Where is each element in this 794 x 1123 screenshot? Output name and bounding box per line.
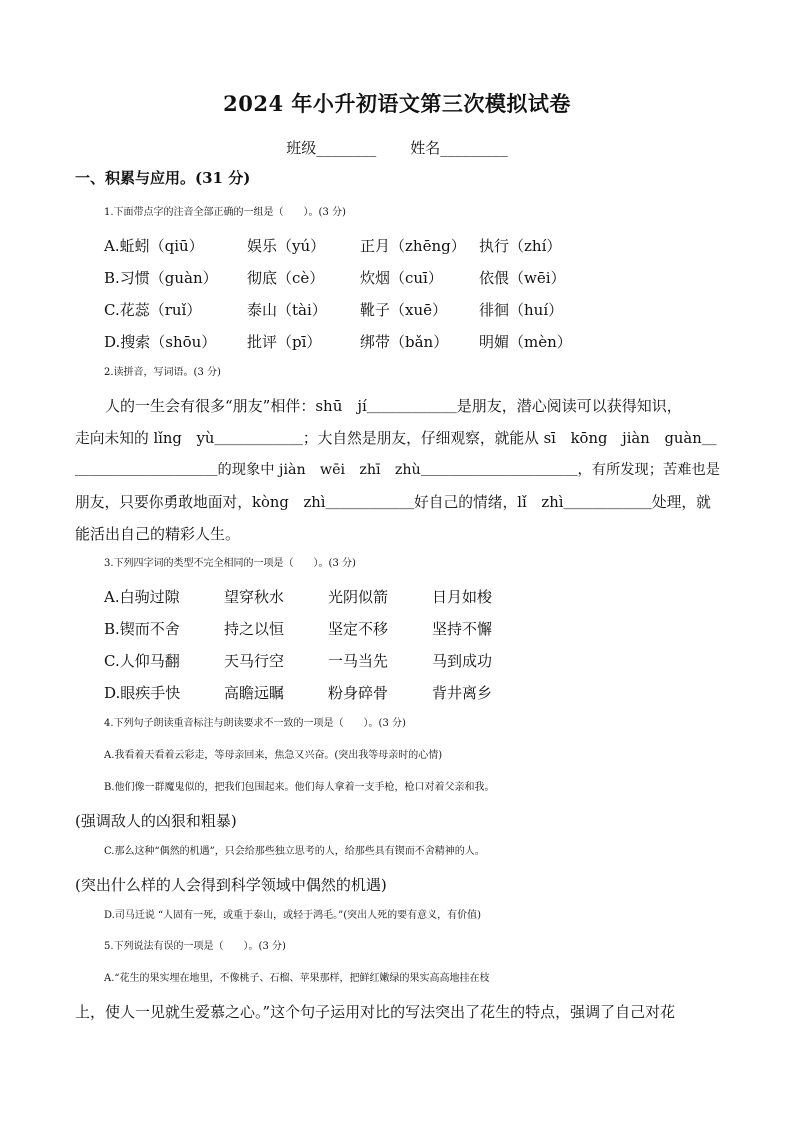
question-1-stem: 1.下面带点字的注音全部正确的一组是（ ）。(3 分)	[104, 207, 346, 218]
q3-option-b-3: 坚定不移	[328, 620, 389, 638]
q3-option-d-3: 粉身碎骨	[328, 684, 389, 702]
q3-option-b-1: B.锲而不舍	[104, 620, 180, 638]
q3-option-d-1: D.眼疾手快	[104, 684, 181, 702]
q1-option-c-2: 泰山（tài）	[247, 301, 327, 319]
question-5-stem: 5.下列说法有误的一项是（ ）。(3 分)	[104, 941, 286, 952]
q1-option-d-3: 绑带（bǎn）	[360, 333, 449, 351]
q3-option-d-4: 背井离乡	[432, 684, 493, 702]
q3-option-a-1: A.白驹过隙	[104, 588, 180, 606]
q1-option-b-3: 炊烟（cuī）	[360, 269, 443, 287]
q1-option-c-4: 徘徊（huí）	[479, 301, 564, 319]
q2-line-1: 人的一生会有很多“朋友”相伴：shū jí＿＿＿＿＿＿是朋友，潜心阅读可以获得知识，	[105, 397, 682, 415]
q4-option-d: D.司马迁说 “人固有一死，或重于泰山，或轻于鸿毛。”(突出人死的要有意义，有价值)	[104, 910, 482, 921]
q1-option-d-4: 明媚（mèn）	[479, 333, 572, 351]
q3-option-a-2: 望穿秋水	[224, 588, 285, 606]
name-field[interactable]: 姓名_________	[410, 139, 508, 157]
q3-option-d-2: 高瞻远瞩	[224, 684, 285, 702]
q5-option-a-line-1: A.“花生的果实埋在地里，不像桃子、石榴、苹果那样，把鲜红嫩绿的果实高高地挂在枝	[104, 973, 490, 984]
q2-line-4: 朋友，只要你勇敢地面对，kòng zhì＿＿＿＿＿＿好自己的情绪，lǐ zhì＿＿＿＿＿＿处理，就	[75, 494, 711, 511]
q2-line-2: 走向未知的 lǐng yù＿＿＿＿＿＿；大自然是朋友，仔细观察，就能从 sī kōng jiàn guàn＿	[75, 430, 717, 447]
q1-option-d-2: 批评（pī）	[247, 333, 322, 351]
q3-option-c-3: 一马当先	[328, 652, 389, 670]
question-3-stem: 3.下列四字词的类型不完全相同的一项是（ ）。(3 分)	[104, 558, 356, 569]
section-heading: 一、积累与应用。(31 分)	[75, 169, 251, 187]
question-4-stem: 4.下列句子朗读重音标注与朗读要求不一致的一项是（ ）。(3 分)	[104, 718, 406, 729]
class-field[interactable]: 班级________	[286, 139, 377, 157]
q1-option-c-3: 靴子（xuē）	[360, 301, 447, 319]
q1-option-a-2: 娱乐（yú）	[247, 237, 326, 255]
q1-option-a-3: 正月（zhēng）	[360, 237, 466, 255]
q2-line-5: 能活出自己的精彩人生。	[75, 525, 241, 543]
page-title: 2024 年小升初语文第三次模拟试卷	[223, 91, 571, 116]
q4-option-c-line-1: C.那么这种“偶然的机遇”，只会给那些独立思考的人，给那些具有锲而不舍精神的人。	[104, 846, 485, 857]
q4-option-a: A.我看着天看着云彩走，等母亲回来，焦急又兴奋。(突出我等母亲时的心情)	[104, 750, 443, 761]
q2-line-3: ＿＿＿＿＿＿＿＿＿＿的现象中 jiàn wēi zhī zhù＿＿＿＿＿＿＿＿＿＿＿，有所发现；苦难也是	[75, 462, 720, 478]
q1-option-b-2: 彻底（cè）	[247, 269, 325, 287]
q1-option-a-4: 执行（zhí）	[479, 237, 562, 255]
question-2-stem: 2.读拼音，写词语。(3 分)	[104, 367, 221, 378]
q1-option-a-1: A.蚯蚓（qiū）	[104, 237, 204, 255]
q4-option-c-line-2: (突出什么样的人会得到科学领域中偶然的机遇)	[75, 876, 387, 894]
q3-option-c-1: C.人仰马翻	[104, 652, 180, 670]
q3-option-c-2: 天马行空	[224, 652, 285, 670]
q1-option-c-1: C.花蕊（ruǐ）	[104, 301, 202, 319]
q1-option-d-1: D.搜索（shōu）	[104, 333, 217, 351]
q4-option-b-line-1: B.他们像一群魔鬼似的，把我们包围起来。他们每人拿着一支手枪，枪口对着父亲和我。	[104, 782, 495, 793]
q3-option-c-4: 马到成功	[432, 652, 493, 670]
q3-option-b-2: 持之以恒	[224, 620, 285, 638]
q4-option-b-line-2: (强调敌人的凶狠和粗暴)	[75, 812, 237, 830]
student-info	[0, 137, 794, 158]
q1-option-b-1: B.习惯（guàn）	[104, 269, 218, 287]
q3-option-a-4: 日月如梭	[432, 588, 493, 606]
q3-option-b-4: 坚持不懈	[432, 620, 493, 638]
q3-option-a-3: 光阴似箭	[328, 588, 389, 606]
q5-option-a-line-2: 上，使人一见就生爱慕之心。”这个句子运用对比的写法突出了花生的特点，强调了自己对花	[75, 1003, 676, 1021]
q1-option-b-4: 依偎（wēi）	[479, 269, 566, 287]
